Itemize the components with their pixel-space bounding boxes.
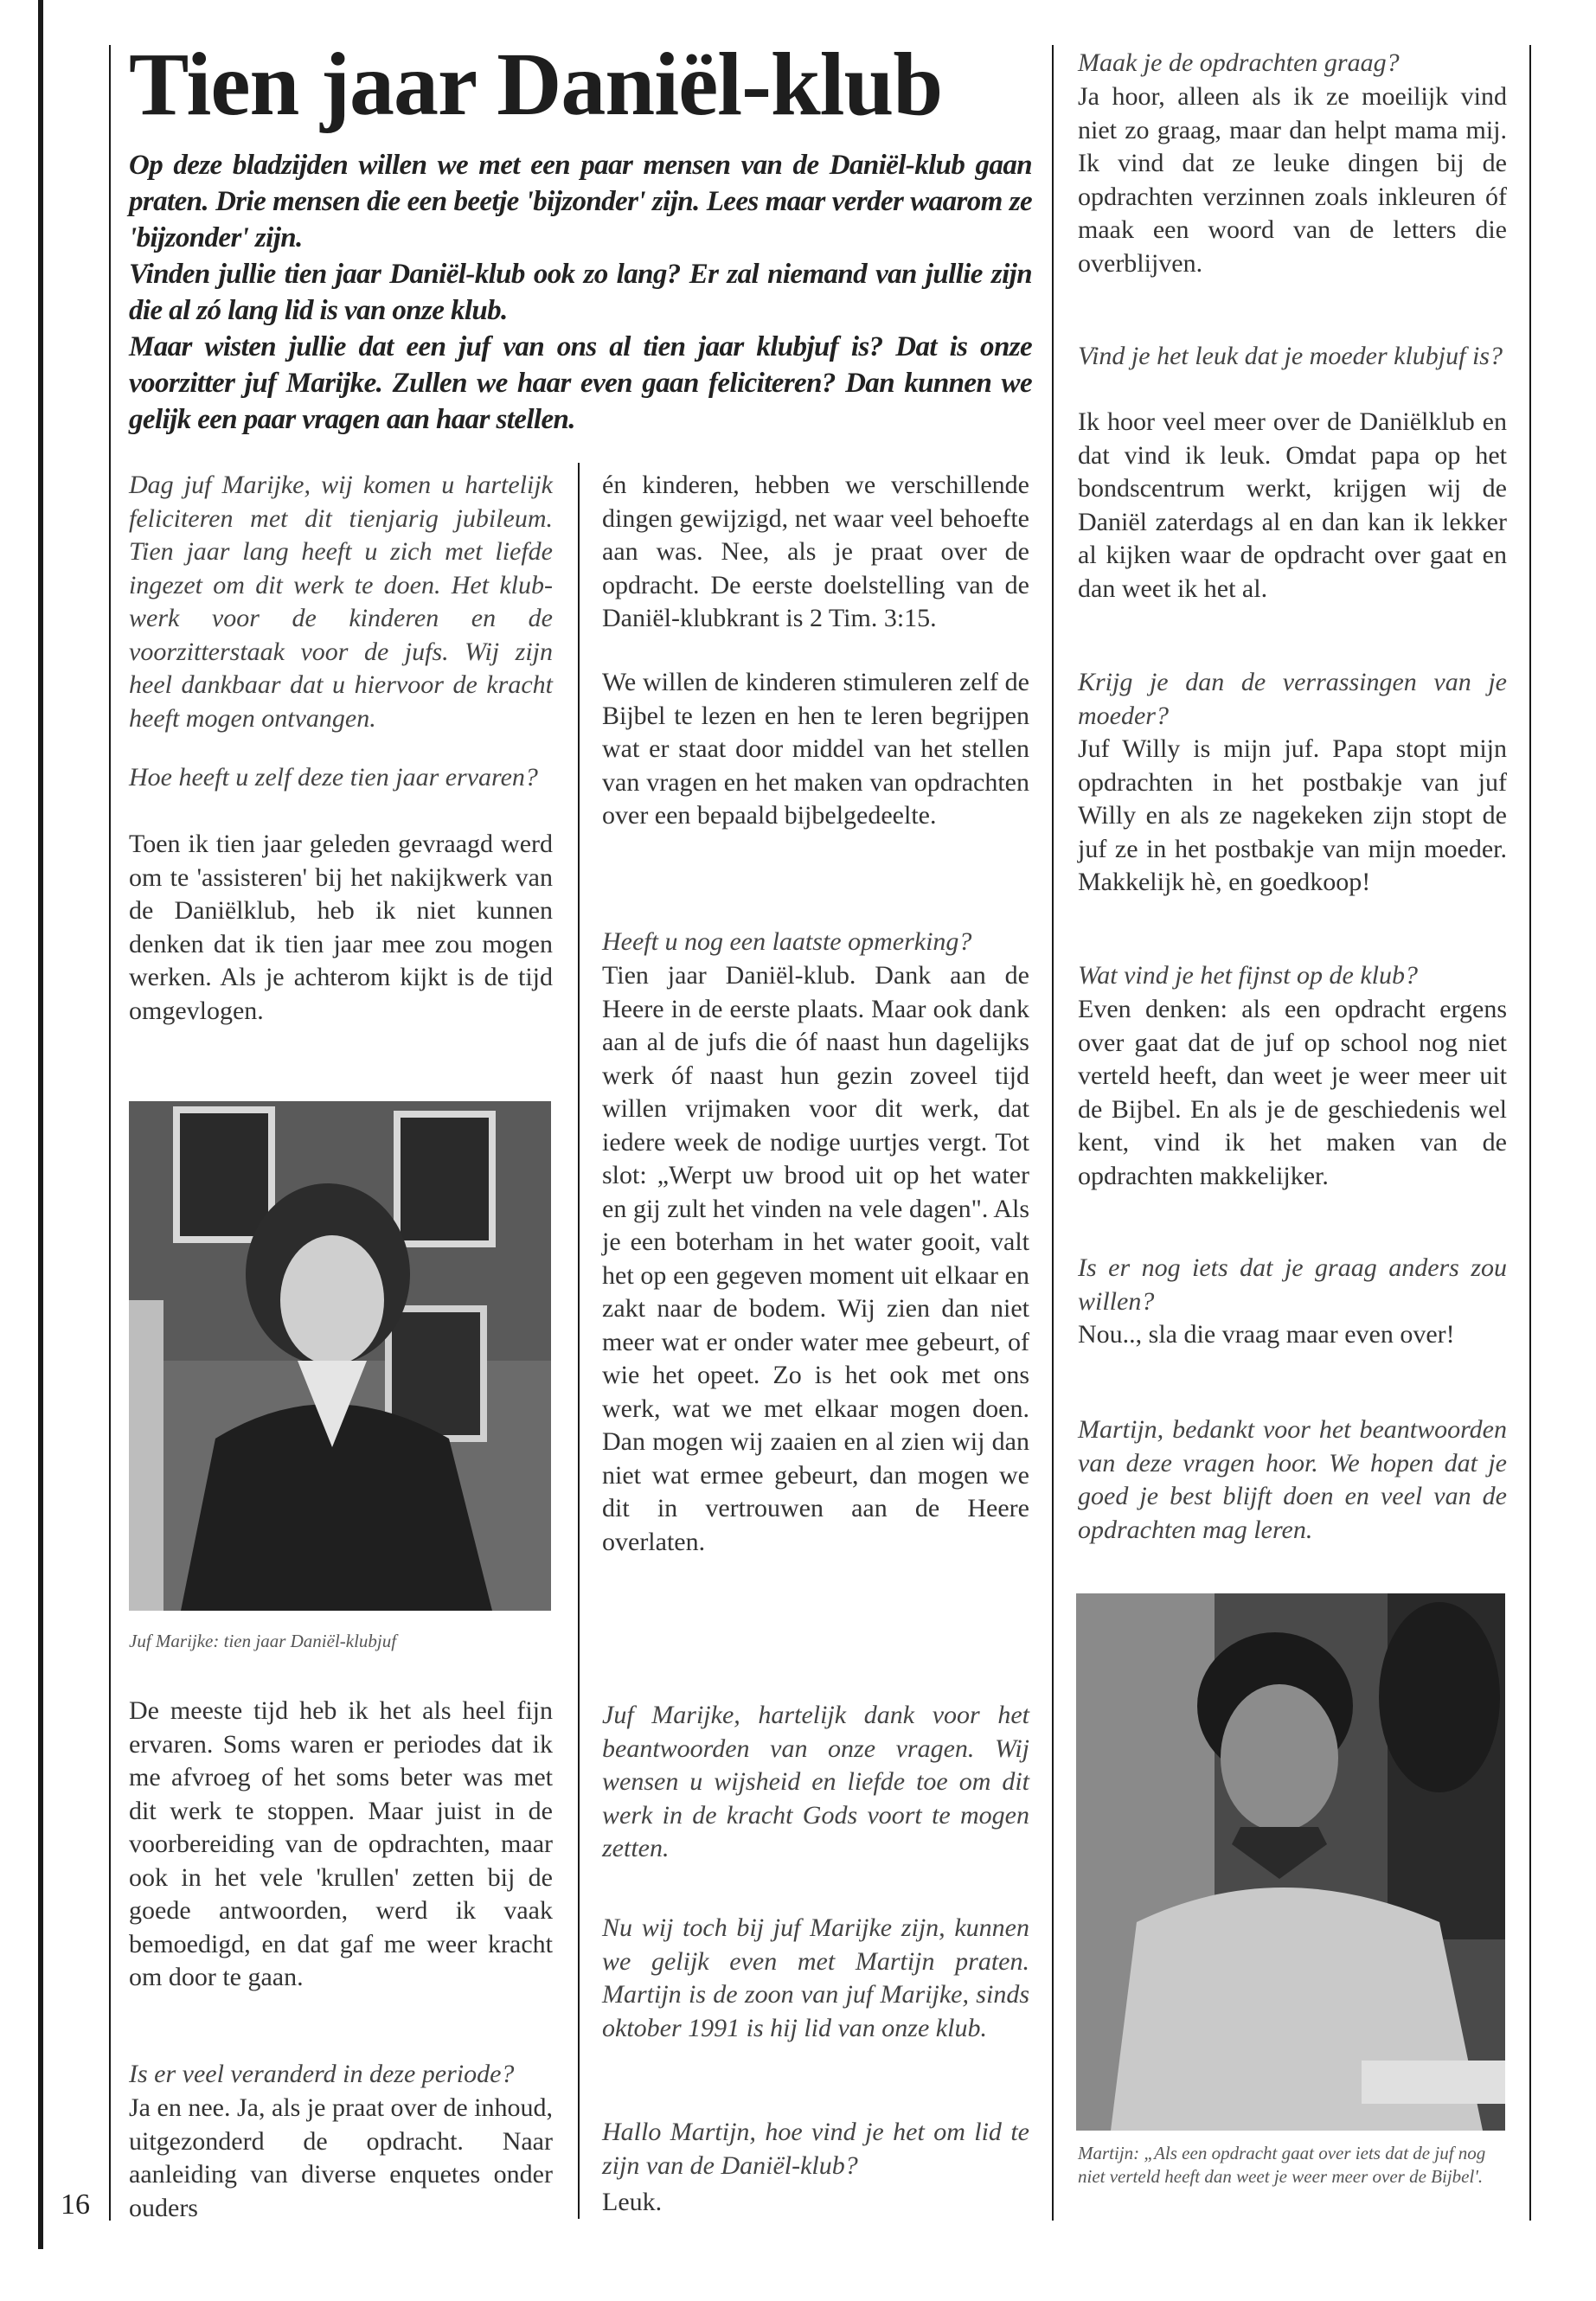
interview-question: Is er nog iets dat je graag anders zou willen? [1078, 1253, 1507, 1316]
interview-answer: De meeste tijd heb ik het als heel fijn ervaren. Soms waren er periodes dat ik me afvroeg of het soms beter was met dit werk te stoppen. Maar juist in de voorbereiding van de opdrachten, maar ook in het vele 'krullen' zetten bij de goede antwoorden, werd ik vaak bemoedigd, en dat gaf me weer kracht om door te gaan. [129, 1696, 553, 1991]
right-column-rule [1529, 45, 1531, 2221]
article-intro [129, 147, 1032, 438]
closing-thanks: Martijn, bedankt voor het beantwoorden van deze vragen hoor. We hopen dat je goed je best blijft doen en veel van de opdrachten mag leren. [1078, 1415, 1507, 1544]
interview-question: Is er veel veranderd in deze periode? [129, 2060, 515, 2088]
interview-question: Krijg je dan de verrassingen van je moeder? [1078, 668, 1507, 730]
interview-answer: Toen ik tien jaar geleden gevraagd werd om te 'assisteren' bij het nakijkwerk van de Daniëlklub, heb ik niet kunnen denken dat ik tien jaar mee zou mogen werken. Als je achterom kijkt is de tijd omgevlogen. [129, 830, 553, 1025]
page-number: 16 [61, 2189, 90, 2221]
interview-answer: Ja en nee. Ja, als je praat over de inhoud, uitgezonderd de opdracht. Naar aanleiding van diverse enquetes onder ouders [129, 2093, 553, 2222]
intro-paragraph: Vinden jullie tien jaar Daniël-klub ook zo lang? Er zal niemand van jullie zijn die al zó lang lid is van onze klub. [129, 259, 1032, 326]
closing-thanks: Juf Marijke, hartelijk dank voor het beantwoorden van onze vragen. Wij wensen u wijsheid en liefde toe om dit werk in de kracht Gods voort te mogen zetten. [602, 1701, 1029, 1862]
intro-paragraph: Op deze bladzijden willen we met een paar mensen van de Daniël-klub gaan praten. Drie mensen die een beetje 'bijzonder' zijn. Lees maar verder waarom ze 'bijzonder' zijn. [129, 150, 1032, 253]
interview-answer: Nou.., sla die vraag maar even over! [1078, 1320, 1455, 1349]
interview-question: Hoe heeft u zelf deze tien jaar ervaren? [129, 763, 538, 792]
interview-answer: Leuk. [602, 2188, 663, 2216]
transition-paragraph: Nu wij toch bij juf Marijke zijn, kunnen we gelijk even met Martijn praten. Martijn is de zoon van juf Marijke, sinds oktober 1991 is hij lid van onze klub. [602, 1913, 1029, 2042]
interview-question: Heeft u nog een laatste opmerking? [602, 927, 972, 956]
column-divider-2 [1052, 45, 1054, 2221]
interview-answer: én kinderen, hebben we verschillende dingen gewijzigd, net waar veel behoefte aan was. Nee, als je praat over de opdracht. De eerste doelstelling van de Daniël-klubkrant is 2 Tim. 3:15. [602, 471, 1029, 632]
intro-paragraph: Maar wisten jullie dat een juf van ons al tien jaar klubjuf is? Dat is onze voorzitter juf Marijke. Zullen we haar even gaan feliciteren? Dan kunnen we gelijk een paar vragen aan haar stellen. [129, 331, 1032, 435]
left-column-rule [109, 45, 111, 2221]
greeting-paragraph: Dag juf Marijke, wij komen u hartelijk feliciteren met dit tienjarig jubileum. Tien jaar lang heeft u zich met liefde ingezet om dit werk te doen. Het klub-werk voor de kinderen en de voorzitterstaak voor de jufs. Wij zijn heel dankbaar dat u hiervoor de kracht heeft mogen ontvangen. [129, 471, 553, 733]
photo-caption: Juf Marijke: tien jaar Daniël-klubjuf [129, 1631, 397, 1651]
page-edge-bar [38, 0, 43, 2249]
column-divider-1 [578, 463, 580, 2219]
interview-answer: We willen de kinderen stimuleren zelf de Bijbel te lezen en hen te leren begrijpen wat er staat door middel van het stellen van vragen en het maken van opdrachten over een bepaald bijbelgedeelte. [602, 668, 1029, 830]
interview-question: Maak je de opdrachten graag? [1078, 48, 1400, 77]
interview-question: Hallo Martijn, hoe vind je het om lid te zijn van de Daniël-klub? [602, 2118, 1029, 2180]
interview-question: Vind je het leuk dat je moeder klubjuf is? [1078, 342, 1503, 370]
interview-answer: Tien jaar Daniël-klub. Dank aan de Heere in de eerste plaats. Maar ook dank aan al de jufs die óf naast hun dagelijks werk óf naast hun gezin zoveel tijd willen vrijmaken voor dit werk, dat iedere week de nodige uurtjes vergt. Tot slot: „Werpt uw brood uit op het water en gij zult het vinden na vele dagen". Als je een boterham in het water gooit, valt het op een gegeven moment uit elkaar en zakt naar de bodem. Wij zien dan niet meer wat er onder water mee gebeurt, of wie het opeet. Zo is het ook met ons werk, wat we met elkaar mogen doen. Dan mogen wij zaaien en al zien wij dan niet wat ermee gebeurt, dan mogen we dit in vertrouwen aan de Heere overlaten. [602, 961, 1029, 1556]
interview-answer: Ik hoor veel meer over de Daniëlklub en dat vind ik leuk. Omdat papa op het bondscentrum werkt, krijgen wij de Daniël zaterdags al en dan kan ik lekker al kijken waar de opdracht over gaat en dan weet ik het al. [1078, 407, 1507, 603]
interview-question: Wat vind je het fijnst op de klub? [1078, 961, 1419, 990]
photo-martijn [1076, 1593, 1505, 2131]
interview-answer: Even denken: als een opdracht ergens over gaat dat de juf op school nog niet verteld heeft, dan weet je weer meer uit de Bijbel. En als je de geschiedenis wel kent, vind ik het maken van de opdrachten makkelijker. [1078, 995, 1507, 1190]
photo-caption: Martijn: „Als een opdracht gaat over iets dat de juf nog niet verteld heeft dan weet je weer meer over de Bijbel'. [1078, 2143, 1486, 2187]
article-title: Tien jaar Daniël-klub [129, 35, 943, 134]
photo-juf-marijke [129, 1101, 551, 1611]
interview-answer: Juf Willy is mijn juf. Papa stopt mijn opdrachten in het postbakje van juf Willy en als ze nagekeken zijn stopt de juf ze in het postbakje van mijn moeder. Makkelijk hè, en goedkoop! [1078, 734, 1507, 896]
interview-answer: Ja hoor, alleen als ik ze moeilijk vind niet zo graag, maar dan helpt mama mij. Ik vind dat ze leuke dingen bij de opdrachten verzinnen zoals inkleuren óf maak een woord van de letters die overblijven. [1078, 82, 1507, 278]
